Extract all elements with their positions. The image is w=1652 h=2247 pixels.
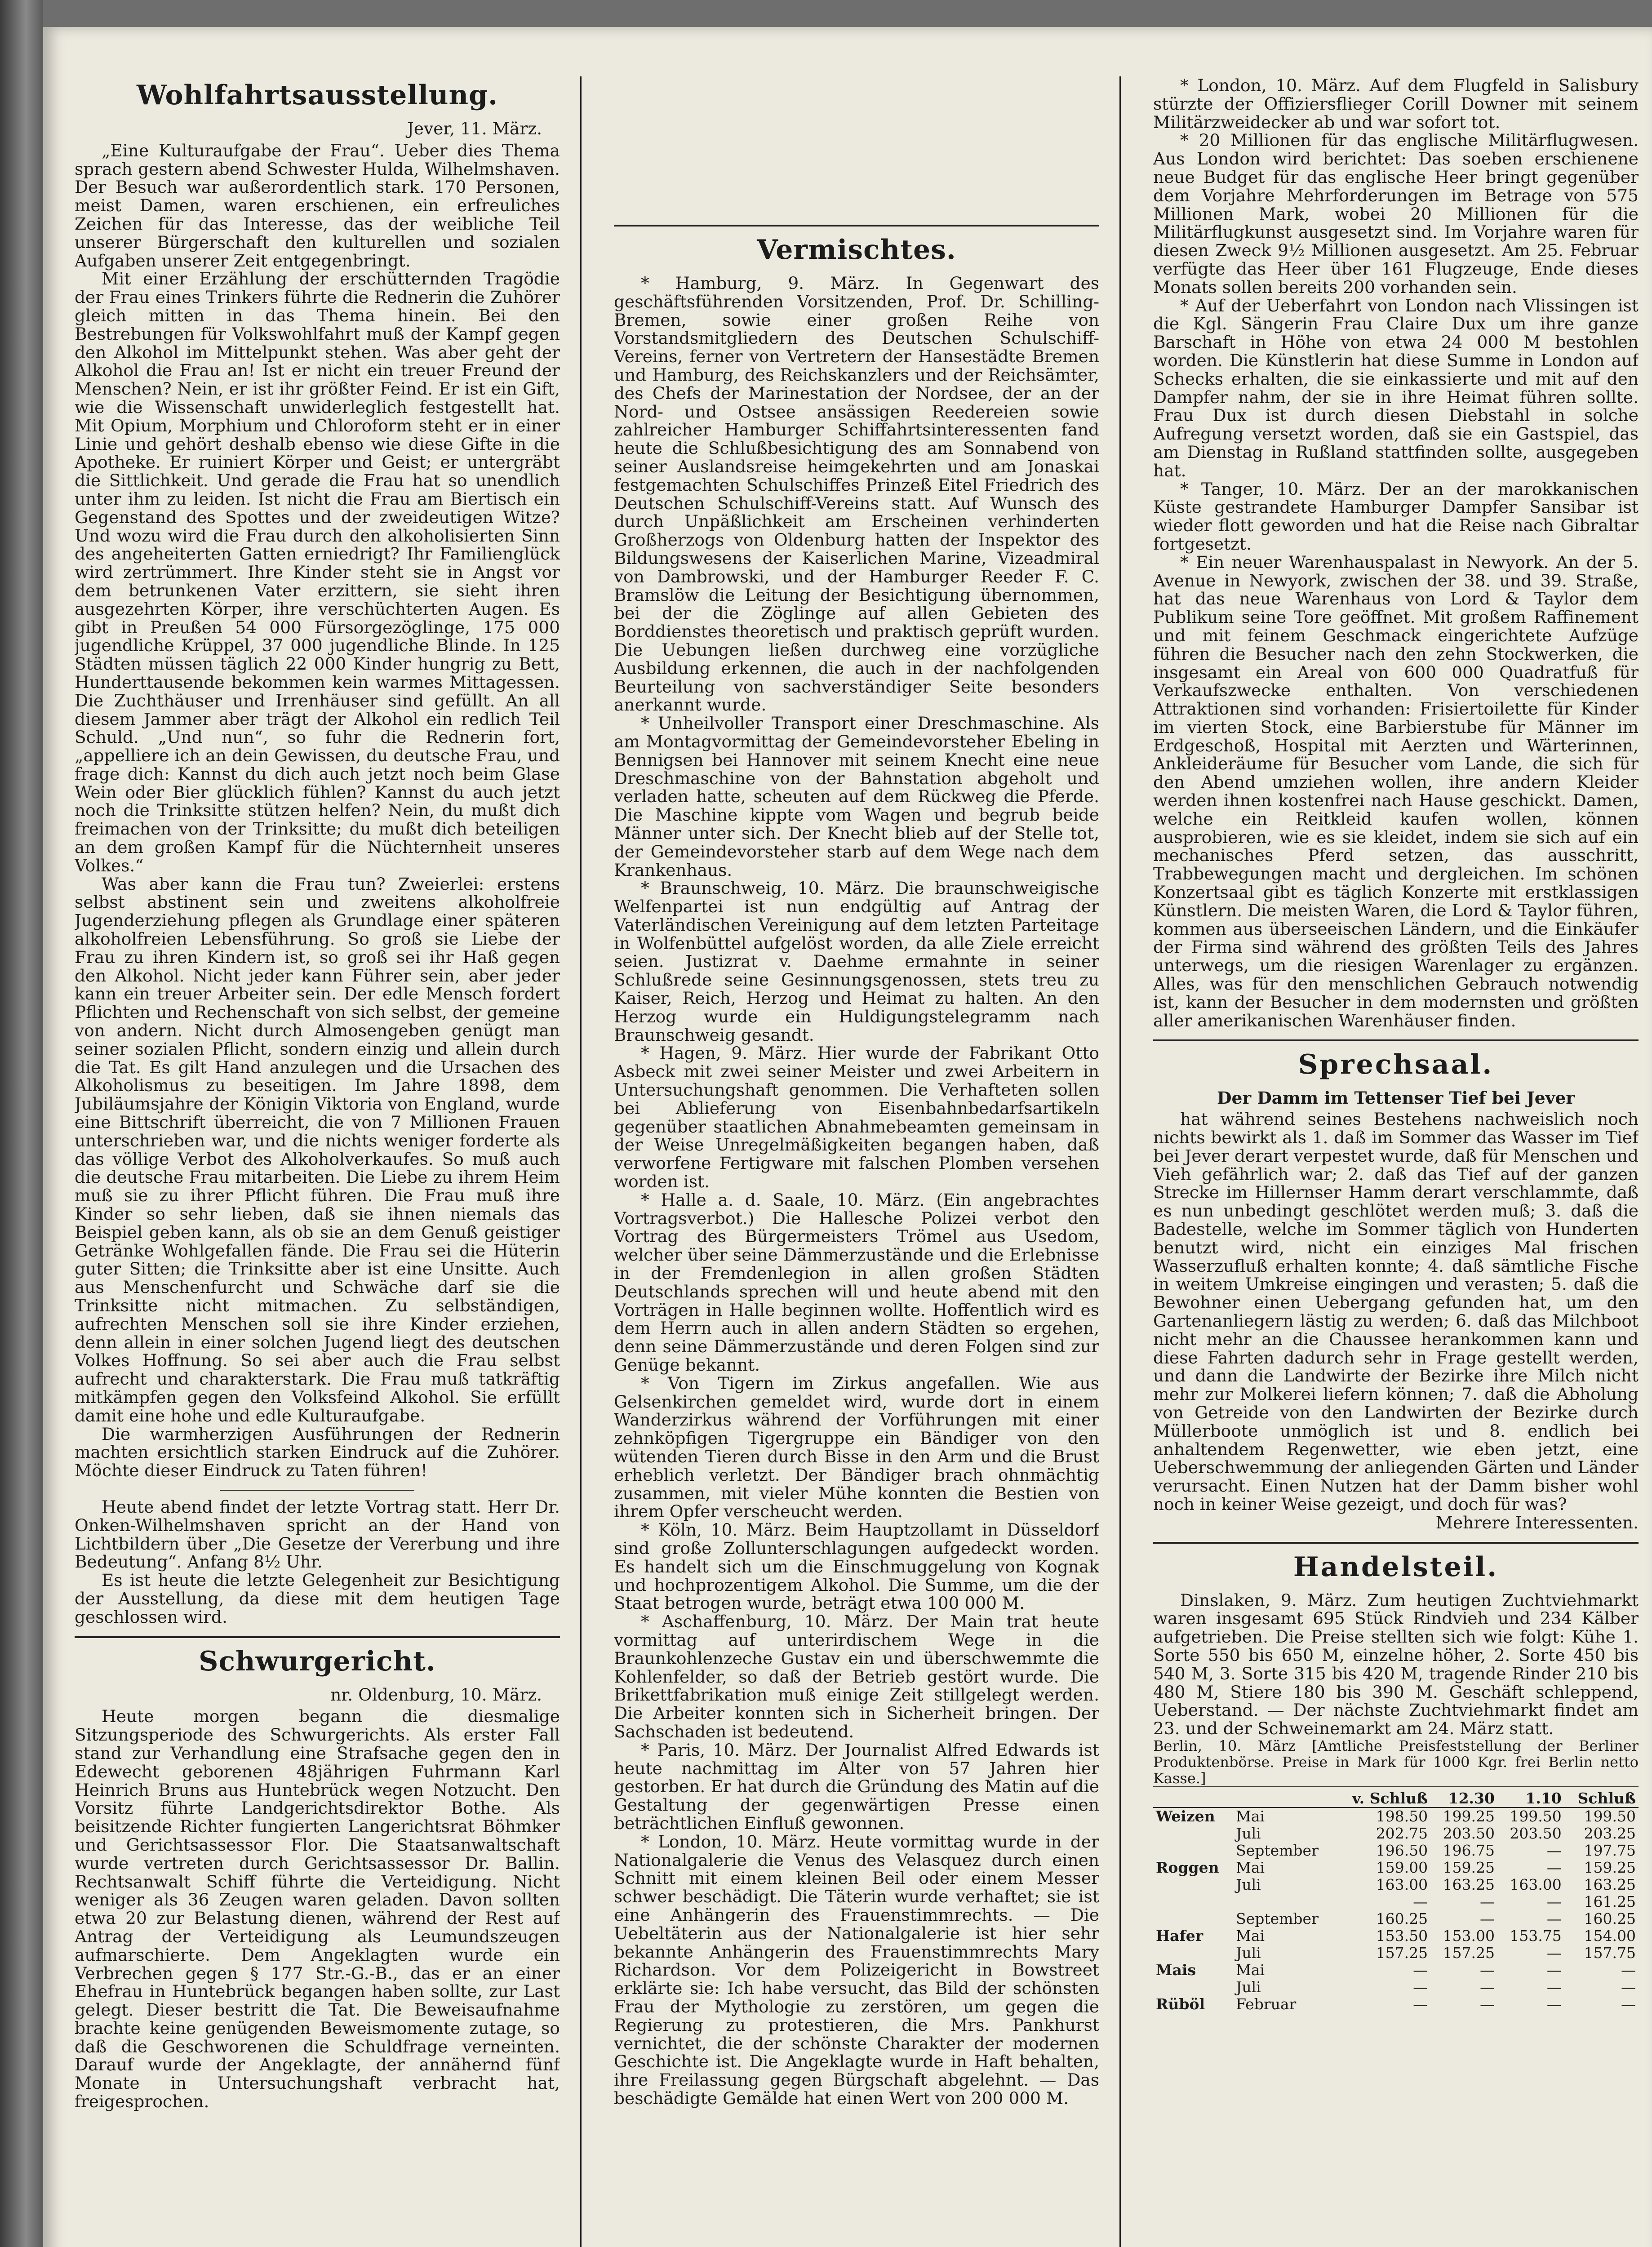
price-cell: — [1479,1978,1495,1996]
delivery-month-cell: Juli [1236,1875,1261,1893]
price-cell: 163.25 [1584,1875,1636,1893]
column-rule [1119,76,1121,2247]
price-cell: — [1413,1961,1428,1979]
price-cell: 163.00 [1510,1875,1562,1893]
price-cell: 159.25 [1584,1858,1636,1876]
article-paragraph: „Eine Kulturaufgabe der Frau“. Ueber dies Thema sprach gestern abend Schwester Hulda, Wilhelmshaven. Der Besuch war außerordentlich stark. 170 Personen, meist Damen, waren erschienen, ein erfreuliches Zeichen für das Interesse, das der weibliche Teil unserer Bürgerschaft den kulturellen und sozialen Aufgaben unserer Zeit entgegenbringt. [75,140,560,271]
column-1 [75,76,560,2247]
article-paragraph: Heute abend findet der letzte Vortrag statt. Herr Dr. Onken-Wilhelmshaven spricht an der Hand von Lichtbildern über „Die Gesetze der Vererbung und ihre Bedeutung“. Anfang 8½ Uhr. [75,1497,560,1572]
market-table-head-row [1153,1790,1639,1807]
section-divider [75,1636,560,1638]
price-cell: — [1546,1978,1562,1996]
article-paragraph: Heute morgen begann die diesmalige Sitzungsperiode des Schwurgerichts. Als erster Fall stand zur Verhandlung eine Strafsache gegen den in Edewecht geborenen 48jährigen Fuhrmann Karl Heinrich Bruns aus Huntebrück wegen Notzucht. Den Vorsitz führte Landgerichtsdirektor Bothe. Als beisitzende Richter fungierten Langerichtsrat Böhmker und Gerichtsassessor Flor. Die Staatsanwaltschaft wurde vertreten durch Gerichtsassessor Dr. Ballin. Rechtsanwalt Schiff führte die Verteidigung. Nicht weniger als 36 Zeugen waren geladen. Davon sollten etwa 20 zur Belastung dienen, während der Rest auf Antrag der Verteidigung als Leumundszeugen aufmarschierte. Dem Angeklagten wurde ein Verbrechen gegen § 177 Str.-G.-B., das er an einer Ehefrau in Huntebrück begangen haben sollte, zur Last gelegt. Dieser bestritt die Tat. Die Beweisaufnahme brachte keine genügenden Beweismomente zutage, so daß die Geschworenen die Schuldfrage verneinten. Darauf wurde der Angeklagte, der annähernd fünf Monate in Untersuchungshaft verbracht hat, freigesprochen. [75,1706,560,2112]
section-divider [1153,1542,1639,1544]
col-header: 1.10 [1497,1790,1564,1807]
commodity-cell: Rüböl [1156,1995,1205,2013]
news-item: * Ein neuer Warenhauspalast in Newyork. An der 5. Avenue in Newyork, zwischen der 38. und 39. Straße, hat das neue Warenhaus von Lord & Taylor dem Publikum seine Tore geöffnet. Mit großem Raffinement und mit feinem Geschmack eingerichtete Aufzüge führen die Besucher nach den zehn Stockwerken, die insgesamt ein Areal von 600 000 Quadratfuß für Verkaufszwecke enthalten. Von verschiedenen Attraktionen sind vorhanden: Frisiertoilette für Kinder im vierten Stock, eine Barbierstube für Männer im Erdgeschoß, Hospital mit Aerzten und Wärterinnen, Ankleideräume für Besucher vom Lande, die sich für den Abend umziehen wollen, ihre andern Kleider werden ihnen kostenfrei nach Hause geschickt. Damen, welche ein Reitkleid kaufen wollen, können ausprobieren, wie es sie kleidet, indem sie sich auf ein mechanisches Pferd setzen, das ausschritt, Trabbewegungen macht und dergleichen. Im schönen Konzertsaal gibt es täglich Konzerte mit erstklassigen Künstlern. Die meisten Waren, die Lord & Taylor führen, kommen aus überseeischen Ländern, und die Einkäufer der Firma sind während des größten Teils des Jahres unterwegs, um die riesigen Warenlager zu ergänzen. Alles, was für den menschlichen Gebrauch notwendig ist, kann der Besucher in dem modernsten und größten aller amerikanischen Warenhäuser finden. [1153,552,1639,1030]
delivery-month-cell: Mai [1236,1858,1265,1876]
price-cell: — [1546,1995,1562,2013]
delivery-month-cell: Februar [1236,1995,1297,2013]
price-cell: 159.00 [1376,1858,1428,1876]
delivery-month-cell: September [1236,1910,1319,1927]
price-cell: 153.00 [1443,1927,1495,1945]
commodity-cell [1153,1825,1233,1842]
price-cell: 160.25 [1584,1910,1636,1927]
table-row [1153,1842,1639,1859]
section-title-schwurgericht: Schwurgericht. [199,1645,436,1677]
price-cell: 157.25 [1376,1944,1428,1962]
commodity-cell: Mais [1156,1961,1196,1979]
price-cell: — [1413,1978,1428,1996]
commodity-cell [1153,1842,1233,1859]
section-title-vermischtes: Vermischtes. [757,234,956,266]
price-cell: 153.75 [1510,1927,1562,1945]
price-cell: — [1546,1841,1562,1859]
price-cell: — [1546,1944,1562,1962]
price-cell: — [1479,1995,1495,2013]
newspaper-page [43,27,1652,2247]
news-item: * Hamburg, 9. März. In Gegenwart des geschäftsführenden Vorsitzenden, Prof. Dr. Schilling-Bremen, sowie einer großen Reihe von Vorstandsmitgliedern des Deutschen Schulschiff-Vereins, ferner von Vertretern der Hansestädte Bremen und Hamburg, des Reichskanzlers und der Reichsämter, des Chefs der Marinestation der Nordsee, der an der Nord- und Ostsee ansässigen Reedereien sowie zahlreicher Hamburger Schiffahrtsinteressenten fand heute die Schlußbesichtigung des am Sonnabend von seiner Auslandsreise heimgekehrten und am Jonaskai festgemachten Schulschiffes Prinzeß Eitel Friedrich des Deutschen Schulschiff-Vereins statt. Auf Wunsch des durch Unpäßlichkeit am Erscheinen verhinderten Großherzogs von Oldenburg hatten der Inspektor des Bildungswesens der Kaiserlichen Marine, Vizeadmiral von Dambrowski, und der Hamburger Reeder F. C. Bramslöw die Leitung der Besichtigung übernommen, bei der die Zöglinge auf allen Gebieten des Borddienstes theoretisch und praktisch geprüft wurden. Die Uebungen ließen durchweg eine vorzügliche Ausbildung erkennen, die auch in der nachfolgenden Beurteilung von sachverständiger Seite besonders anerkannt wurde. [614,273,1099,715]
news-item: * London, 10. März. Heute vormittag wurde in der Nationalgalerie die Venus des Velasquez durch einen Schnitt mit einem kleinen Beil oder einem Messer schwer beschädigt. Die Täterin wurde verhaftet; sie ist eine Anhängerin des Frauenstimmrechts. — Die Uebeltäterin aus der Nationalgalerie ist hier sehr bekannte Anhängerin des Frauenstimmrechts Mary Richardson. Vor dem Polizeigericht in Bowstreet erklärte sie: Ich habe versucht, das Bild der schönsten Frau der Mythologie zu zerstören, um gegen die Regierung zu protestieren, die Mrs. Pankhurst vernichtet, die der schönste Charakter der modernen Geschichte ist. Die Angeklagte wurde in Haft behalten, ihre Freilassung gegen Bürgschaft abgelehnt. — Das beschädigte Gemälde hat einen Wert von 200 000 M. [614,1831,1099,2108]
price-cell: 160.25 [1376,1910,1428,1927]
price-cell: — [1413,1892,1428,1910]
news-item: * Hagen, 9. März. Hier wurde der Fabrikant Otto Asbeck mit zwei seiner Meister und zwei Arbeitern in Untersuchungshaft genommen. Die Verhafteten sollen bei Ablieferung von Eisenbahnbedarfsartikeln gegenüber staatlichen Abnahmebeamten gemeinsam in der Weise Unregelmäßigkeiten begangen haben, daß verworfene Fertigware mit falschen Plomben versehen worden ist. [614,1043,1099,1192]
news-item: * Tanger, 10. März. Der an der marokkanischen Küste gestrandete Hamburger Dampfer Sansibar ist wieder flott geworden und hat die Reise nach Gibraltar fortgesetzt. [1153,479,1639,554]
article-paragraph: Was aber kann die Frau tun? Zweierlei: erstens selbst abstinent sein und zweitens alkoholfreie Jugenderziehung pflegen als Grundlage einer späteren alkoholfreien Lebensführung. So groß sie Liebe der Frau zu ihren Kindern ist, so groß sei ihr Haß gegen den Alkohol. Nicht jeder kann Führer sein, aber jeder kann ein treuer Arbeiter sein. Der edle Mensch fordert Pflichten und Rechenschaft von sich selbst, der gemeine von andern. Nicht durch Almosengeben genügt man seiner sozialen Pflicht, sondern einzig und allein durch die Tat. Es gilt Hand anzulegen und die Ursachen des Alkoholismus zu beseitigen. Im Jahre 1898, dem Jubiläumsjahre der Königin Viktoria von England, wurde eine Bittschrift überreicht, die von 7 Millionen Frauen unterschrieben war, und die nichts weniger forderte als das völlige Verbot des Alkoholverkaufes. So muß auch die deutsche Frau mitarbeiten. Die Liebe zu ihrem Heim muß sie zu ihrer Pflicht führen. Die Frau muß ihre Kinder so sehr lieben, daß sie ihnen niemals das Beispiel geben kann, als ob sie an dem Genuß geistiger Getränke Wohlgefallen fände. Die Frau sei die Hüterin guter Sitten; die Trinksitte aber ist eine Unsitte. Auch aus Menschenfurcht und Schwäche darf sie die Trinksitte nicht mitmachen. Zu selbständigen, aufrechten Menschen soll sie ihre Kinder erziehen, denn allein in einer solchen Jugend liegt des deutschen Volkes Hoffnung. So sei aber auch die Frau selbst aufrecht und charakterstark. Die Frau muß tatkräftig mitkämpfen gegen den Volksfeind Alkohol. Sie erfüllt damit eine hohe und edle Kulturaufgabe. [75,874,560,1425]
price-cell: 157.75 [1584,1944,1636,1962]
col-header [1153,1790,1233,1807]
price-cell: 203.50 [1510,1824,1562,1842]
price-cell: — [1546,1892,1562,1910]
news-item: * 20 Millionen für das englische Militärflugwesen. Aus London wird berichtet: Das soeben erschienene neue Budget für das englische Heer bringt gegenüber dem Vorjahre Mehrforderungen im Betrage von 575 Millionen Mark, wobei 20 Millionen für die Militärflugkunst ausgesetzt sind. Im Vorjahre waren für diesen Zweck 9½ Millionen ausgesetzt. Am 25. Februar verfügte das Heer über 161 Flugzeuge, Ende dieses Monats sollen bereits 200 vorhanden sein. [1153,130,1639,297]
price-cell: — [1621,1978,1636,1996]
commodity-cell [1153,1945,1233,1962]
column-2 [614,76,1099,2247]
price-cell: 154.00 [1584,1927,1636,1945]
section-divider [1153,1039,1639,1041]
news-item: * Halle a. d. Saale, 10. März. (Ein angebrachtes Vortragsverbot.) Die Hallesche Polizei verbot den Vortrag des Bürgermeisters Trömel aus Usedom, welcher über seine Dämmerzustände und die Erlebnisse in der Fremdenlegion in allen großen Städten Deutschlands sprechen will und heute abend mit den Vorträgen in Halle beginnen wollte. Hoffentlich wird es dem Herrn auch in allen andern Städten so ergehen, denn seine Dämmerzustände und deren Folgen sind zur Genüge bekannt. [614,1190,1099,1375]
price-cell: 202.75 [1376,1824,1428,1842]
price-cell: 199.50 [1510,1807,1562,1825]
table-row [1153,1979,1639,1996]
table-row [1153,1859,1639,1876]
column-3 [1153,76,1639,2247]
news-item: * Köln, 10. März. Beim Hauptzollamt in Düsseldorf sind große Zollunterschlagungen aufgedeckt worden. Es handelt sich um die Einschmuggelung von Kognak und hochprozentigem Alkohol. Die Summe, um die der Staat betrogen wurde, beträgt etwa 100 000 M. [614,1520,1099,1613]
delivery-month-cell: Juli [1236,1824,1261,1842]
commodity-cell [1153,1910,1233,1927]
price-cell: 198.50 [1376,1807,1428,1825]
table-row [1153,1996,1639,2013]
table-row [1153,1825,1639,1842]
table-row [1153,1945,1639,1962]
news-item: * Von Tigern im Zirkus angefallen. Wie aus Gelsenkirchen gemeldet wird, wurde dort in einem Wanderzirkus während der Vorführungen mit einer zehnköpfigen Tigergruppe ein Bändiger von den wütenden Tieren durch Bisse in den Arm und die Brust erheblich verletzt. Der Bändiger brach ohnmächtig zusammen, mit vieler Mühe konnten die Bestien von ihrem Opfer verscheucht werden. [614,1373,1099,1522]
price-cell: — [1479,1961,1495,1979]
book-binding-edge [0,0,43,2247]
col-header: 12.30 [1430,1790,1497,1807]
price-cell: — [1546,1961,1562,1979]
commodity-cell: Weizen [1156,1807,1215,1825]
dateline: Jever, 11. März. [407,119,542,138]
table-row [1153,1962,1639,1979]
table-row [1153,1807,1639,1825]
divider [220,1490,414,1491]
price-cell: 153.50 [1376,1927,1428,1945]
article-paragraph: Dinslaken, 9. März. Zum heutigen Zuchtviehmarkt waren insgesamt 695 Stück Rindvieh und 234 Kälber aufgetrieben. Die Preise stellten sich wie folgt: Kühe 1. Sorte 550 bis 650 M, einzelne höher, 2. Sorte 450 bis 540 M, 3. Sorte 315 bis 420 M, tragende Rinder 210 bis 480 M, Stiere 180 bis 390 M. Geschäft schleppend, Ueberstand. — Der nächste Zuchtviehmarkt findet am 23. und der Schweinemarkt am 24. März statt. [1153,1590,1639,1739]
delivery-month-cell: Mai [1236,1807,1265,1825]
market-price-table [1153,1790,1639,2013]
table-row [1153,1876,1639,1893]
col-header: v. Schluß [1336,1790,1431,1807]
delivery-month-cell: September [1236,1841,1319,1859]
price-cell: — [1479,1910,1495,1927]
dateline: nr. Oldenburg, 10. März. [330,1684,542,1705]
news-item: * Auf der Ueberfahrt von London nach Vlissingen ist die Kgl. Sängerin Frau Claire Dux um ihre ganze Barschaft in Höhe von etwa 24 000 M bestohlen worden. Die Künstlerin hat diese Summe in London auf Schecks erhalten, die sie einkassierte und mit auf den Dampfer nahm, der sie in ihre Heimat führen sollte. Frau Dux ist durch diesen Diebstahl in solche Aufregung versetzt worden, daß sie ein Gastspiel, das am Dienstag in Rußland stattfinden sollte, ausgegeben hat. [1153,295,1639,480]
col-header [1233,1790,1336,1807]
table-row [1153,1910,1639,1927]
price-cell: — [1621,1961,1636,1979]
section-divider [614,225,1099,226]
table-row [1153,1893,1639,1910]
table-row [1153,1927,1639,1945]
article-paragraph: Es ist heute die letzte Gelegenheit zur Besichtigung der Ausstellung, da diese mit dem heutigen Tage geschlossen wird. [75,1570,560,1627]
delivery-month-cell: Juli [1236,1944,1261,1962]
price-cell: — [1413,1995,1428,2013]
col-header: Schluß [1564,1790,1639,1807]
delivery-month-cell [1233,1893,1336,1910]
price-cell: 157.25 [1443,1944,1495,1962]
article-paragraph: Die warmherzigen Ausführungen der Rednerin machten ersichtlich starken Eindruck auf die Zuhörer. Möchte dieser Eindruck zu Taten führen! [75,1424,560,1481]
commodity-cell [1153,1893,1233,1910]
news-item: * Unheilvoller Transport einer Dreschmaschine. Als am Montagvormittag der Gemeindevorsteher Ebeling in Bennigsen bei Hannover mit seinem Knecht eine neue Dreschmaschine von der Bahnstation abgeholt und verladen hatte, scheuten auf dem Rückweg die Pferde. Die Maschine kippte vom Wagen und begrub beide Männer unter sich. Der Knecht blieb auf der Stelle tot, der Gemeindevorsteher starb auf dem Wege nach dem Krankenhaus. [614,713,1099,880]
signature: Mehrere Interessenten. [1435,1512,1639,1532]
price-cell: 203.25 [1584,1824,1636,1842]
section-title-sprechsaal: Sprechsaal. [1298,1049,1494,1081]
delivery-month-cell: Mai [1236,1961,1265,1979]
market-table-body [1153,1807,1639,2013]
price-cell: 159.25 [1443,1858,1495,1876]
price-cell: 163.00 [1376,1875,1428,1893]
delivery-month-cell: Juli [1236,1978,1261,1996]
commodity-cell [1153,1876,1233,1893]
news-item: * Braunschweig, 10. März. Die braunschweigische Welfenpartei ist nun endgültig auf Antrag der Vaterländischen Vereinigung auf dem letzten Parteitage in Wolfenbüttel aufgelöst worden, da alle Ziele erreicht seien. Justizrat v. Daehme ermahnte in seiner Schlußrede seine Gesinnungsgenossen, stets treu zu Kaiser, Reich, Herzog und Heimat zu halten. An den Herzog wurde ein Huldigungstelegramm nach Braunschweig gesandt. [614,878,1099,1045]
price-cell: 196.75 [1443,1841,1495,1859]
price-cell: — [1546,1858,1562,1876]
price-cell: 196.50 [1376,1841,1428,1859]
price-cell: 199.50 [1584,1807,1636,1825]
section-title-handelsteil: Handelsteil. [1293,1551,1499,1583]
commodity-cell [1153,1979,1233,1996]
news-item: * Paris, 10. März. Der Journalist Alfred Edwards ist heute nachmittag im Alter von 57 Jahren hier gestorben. Er hat durch die Gründung des Matin auf die Gestaltung der gegenwärtigen Presse einen beträchtlichen Einfluß gewonnen. [614,1740,1099,1833]
price-cell: 203.50 [1443,1824,1495,1842]
price-cell: — [1621,1995,1636,2013]
price-cell: — [1546,1910,1562,1927]
article-subhead: Der Damm im Tettenser Tief bei Jever [1217,1088,1575,1108]
article-paragraph: hat während seines Bestehens nachweislich noch nichts bewirkt als 1. daß im Sommer das Wasser im Tief bei Jever derart verpestet wurde, daß für Menschen und Vieh gefährlich war; 2. daß das Tief auf der ganzen Strecke im Hillernser Hamm derart verschlammte, daß es nun unbedingt geschlötet werden muß; 3. daß die Badestelle, welche im Sommer täglich von Hunderten benutzt wird, nicht ein einziges Mal frischen Wasserzufluß erhalten konnte; 4. daß sämtliche Fische in weitem Umkreise eingingen und verasten; 5. daß die Bewohner einen Uebergang gefunden hat, um den Gartenanliegern lästig zu werden; 6. daß das Milchboot nicht mehr an die Chaussee herankommen kann und diese Fahrten dadurch sehr in Frage gestellt werden, und dann die Landwirte der Bezirke ihre Milch nicht mehr zur Molkerei liefern können; 7. daß die Abholung von Getreide von den Landwirten der Bezirke durch Müllerboote unmöglich ist und 8. endlich bei anhaltendem Regenwetter, wie eben jetzt, eine Ueberschwemmung der anliegenden Gärten und Länder verursacht. Einen Nutzen hat der Damm bisher wohl noch in keiner Weise gezeigt, und doch für was? [1153,1109,1639,1514]
price-cell: 163.25 [1443,1875,1495,1893]
news-item: * London, 10. März. Auf dem Flugfeld in Salisbury stürzte der Offiziersflieger Corill Downer mit seinem Militärzweidecker ab und war sofort tot. [1153,76,1639,132]
price-cell: — [1479,1892,1495,1910]
market-table-header: Berlin, 10. März [Amtliche Preisfeststellung der Berliner Produktenbörse. Preise in Mark für 1000 Kgr. frei Berlin netto Kasse.] [1153,1737,1639,1787]
price-cell: 197.75 [1584,1841,1636,1859]
section-title-wohlfahrtsausstellung: Wohlfahrtsausstellung. [137,80,498,111]
delivery-month-cell: Mai [1236,1927,1265,1945]
article-paragraph: Mit einer Erzählung der erschütternden Tragödie der Frau eines Trinkers führte die Rednerin die Zuhörer gleich mitten in das Thema hinein. Bei den Bestrebungen für Volkswohlfahrt muß der Kampf gegen den Alkohol im Mittelpunkt stehen. Was aber geht der Alkohol die Frau an! Ist er nicht ein treuer Freund der Menschen? Nein, er ist ihr größter Feind. Er ist ein Gift, wie die Wissenschaft unwiderleglich festgestellt hat. Mit Opium, Morphium und Chloroform steht er in einer Linie und gehört deshalb ebenso wie diese Gifte in die Apotheke. Er ruiniert Körper und Geist; er untergräbt die Sittlichkeit. Und gerade die Frau hat so unendlich unter ihm zu leiden. Ist nicht die Frau am Biertisch ein Gegenstand des Spottes und der zweideutigen Witze? Und wozu wird die Frau durch den alkoholisierten Sinn des angeheiterten Gatten erniedrigt? Ihr Familienglück wird zertrümmert. Ihre Kinder steht sie in Angst vor dem betrunkenen Vater erzittern, sie sieht ihren ausgezehrten Körper, ihre verschüchterten Augen. Es gibt in Preußen 54 000 Fürsorgezöglinge, 175 000 jugendliche Krüppel, 37 000 jugendliche Blinde. In 125 Städten müssen täglich 22 000 Kinder hungrig zu Bett, Hunderttausende bekommen kein warmes Mittagessen. Die Zuchthäuser und Irrenhäuser sind gefüllt. An all diesem Jammer aber trägt der Alkohol ein redlich Teil Schuld. „Und nun“, so fuhr die Rednerin fort, „appelliere ich an dein Gewissen, du deutsche Frau, und frage dich: Kannst du dich auch jetzt noch beim Glase Wein oder Bier glücklich fühlen? Kannst du auch jetzt noch die Trinksitte stützen helfen? Nein, du mußt dich freimachen von der Trinksitte; du mußt dich beteiligen an dem großen Kampf für die Nüchternheit unseres Volkes.“ [75,269,560,875]
commodity-cell: Hafer [1156,1927,1203,1945]
commodity-cell: Roggen [1156,1858,1219,1876]
price-cell: 161.25 [1584,1892,1636,1910]
news-item: * Aschaffenburg, 10. März. Der Main trat heute vormittag auf unterirdischem Wege in die Braunkohlenzeche Gustav ein und überschwemmte die Kohlenfelder, so daß der Betrieb gestört wurde. Die Brikettfabrikation muß einige Zeit stillgelegt werden. Die Arbeiter konnten sich in Sicherheit bringen. Der Sachschaden ist bedeutend. [614,1612,1099,1741]
price-cell: 199.25 [1443,1807,1495,1825]
column-rule [580,76,582,2247]
